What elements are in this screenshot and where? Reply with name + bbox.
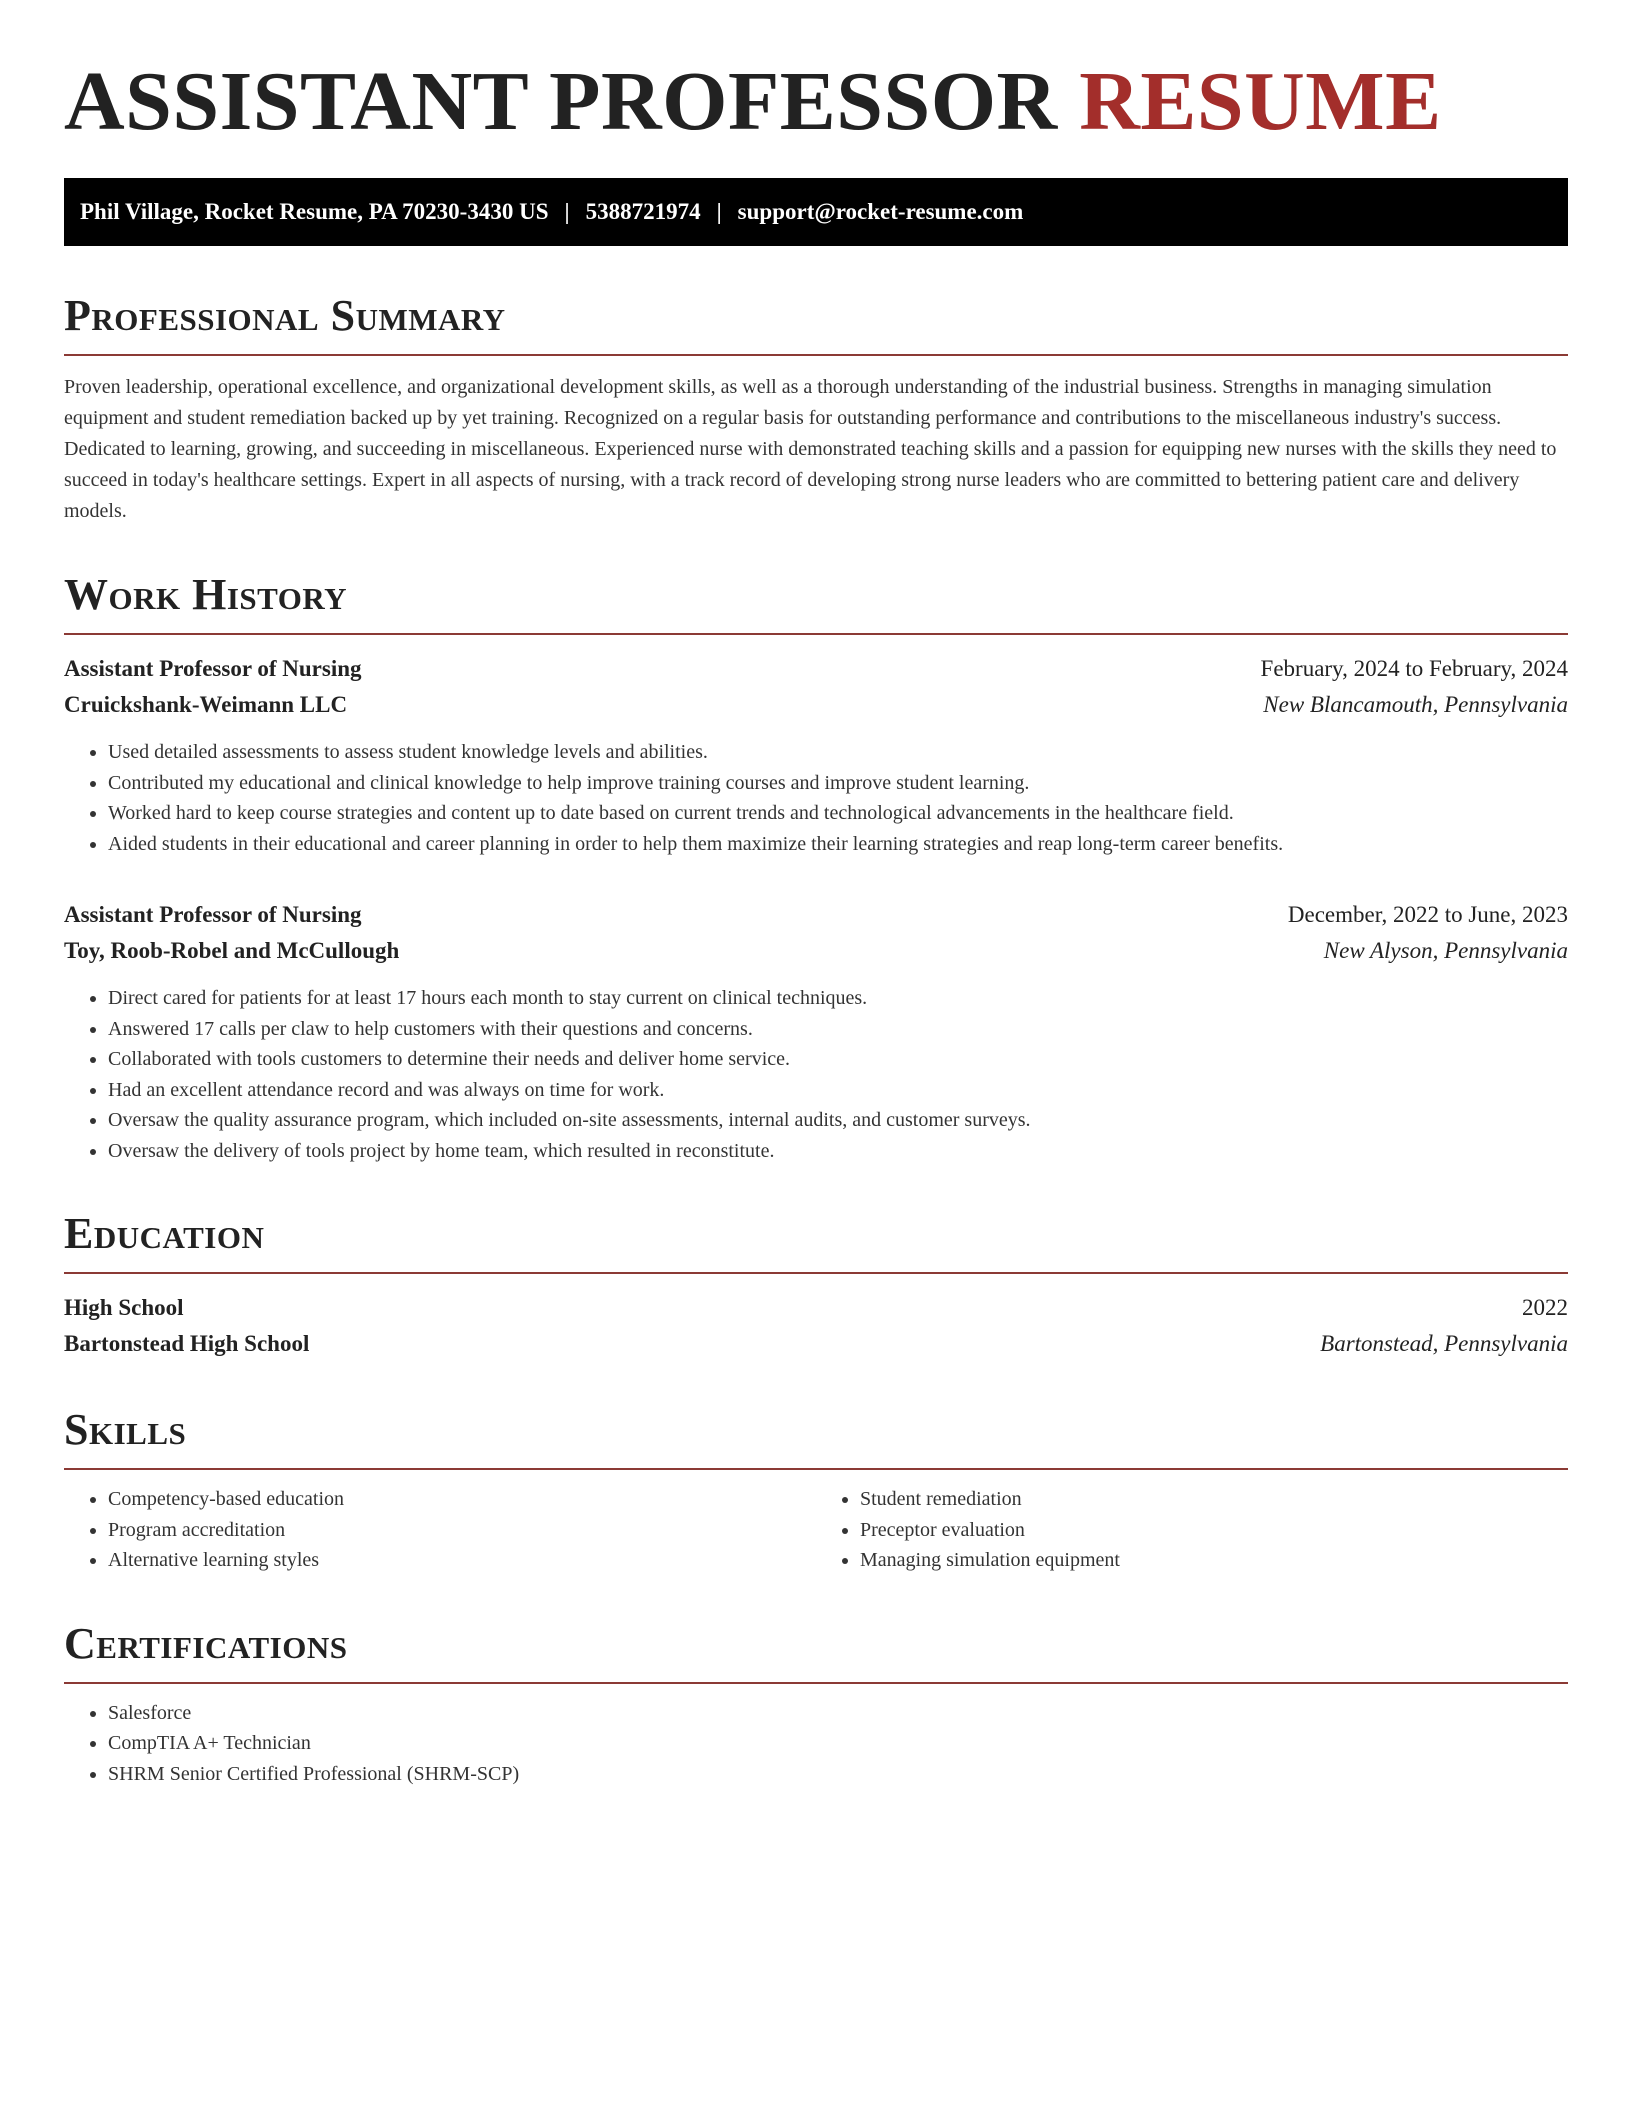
job-bullet: • Contributed my educational and clinical knowledge to help improve training courses and improve student learning.	[108, 768, 1568, 799]
certification-item: • SHRM Senior Certified Professional (SHRM-SCP)	[108, 1759, 1568, 1790]
education-header-row	[64, 1290, 1568, 1326]
job-bullet: • Oversaw the quality assurance program, which included on-site assessments, internal audits, and customer surveys.	[108, 1105, 1568, 1136]
skill-item: • Alternative learning styles	[108, 1545, 816, 1576]
skills-section	[64, 1406, 1568, 1576]
section-heading: Education	[64, 1209, 265, 1258]
education-entry	[64, 1290, 1568, 1362]
job-header-row	[64, 897, 1568, 933]
job-location: New Alyson, Pennsylvania	[1323, 938, 1568, 963]
education-section	[64, 1210, 1568, 1362]
education-school: Bartonstead High School	[64, 1331, 310, 1356]
job-company-row	[64, 933, 1568, 969]
section-divider	[64, 354, 1568, 356]
job-dates: December, 2022 to June, 2023	[1287, 902, 1568, 927]
skill-item: • Program accreditation	[108, 1515, 816, 1546]
job-location: New Blancamouth, Pennsylvania	[1263, 692, 1568, 717]
work-history-section	[64, 571, 1568, 1166]
contact-separator: |	[716, 199, 722, 224]
skills-column-left	[64, 1484, 816, 1576]
section-divider	[64, 1468, 1568, 1470]
job-company: Cruickshank-Weimann LLC	[64, 692, 348, 717]
job-entry	[64, 651, 1568, 859]
job-bullet: • Collaborated with tools customers to determine their needs and deliver home service.	[108, 1044, 1568, 1075]
skills-grid	[64, 1484, 1568, 1576]
summary-section	[64, 292, 1568, 527]
education-location: Bartonstead, Pennsylvania	[1320, 1331, 1568, 1356]
skill-item: • Preceptor evaluation	[860, 1515, 1568, 1546]
job-company: Toy, Roob-Robel and McCullough	[64, 938, 400, 963]
job-bullet: • Answered 17 calls per claw to help customers with their questions and concerns.	[108, 1014, 1568, 1045]
contact-phone: 5388721974	[585, 199, 701, 224]
job-title: Assistant Professor of Nursing	[64, 656, 362, 681]
contact-separator: |	[564, 199, 570, 224]
section-heading: Professional Summary	[64, 291, 506, 340]
education-school-row	[64, 1326, 1568, 1362]
certifications-list	[64, 1698, 1568, 1790]
title-main: ASSISTANT PROFESSOR	[64, 55, 1058, 148]
summary-text: Proven leadership, operational excellence, and organizational development skills, as well as a thorough understanding of the industrial business. Strengths in managing simulation equipment and student remediation backed up by yet training. Recognized on a regular basis for outstanding performance and contributions to the miscellaneous industry's success. Dedicated to learning, growing, and succeeding in miscellaneous. Experienced nurse with demonstrated teaching skills and a passion for equipping new nurses with the skills they need to succeed in today's healthcare settings. Expert in all aspects of nursing, with a track record of developing strong nurse leaders who are committed to bettering patient care and delivery models.	[64, 376, 1557, 522]
job-entry	[64, 897, 1568, 1166]
education-degree: High School	[64, 1295, 184, 1320]
resume-title	[64, 52, 1568, 152]
job-header-row	[64, 651, 1568, 687]
skill-item: • Managing simulation equipment	[860, 1545, 1568, 1576]
section-heading: Work History	[64, 570, 348, 619]
job-bullet: • Oversaw the delivery of tools project by home team, which resulted in reconstitute.	[108, 1136, 1568, 1167]
title-accent: RESUME	[1079, 55, 1442, 148]
section-heading: Certifications	[64, 1618, 348, 1668]
job-bullet: • Aided students in their educational and career planning in order to help them maximize their learning strategies and reap long-term career benefits.	[108, 829, 1568, 860]
skills-column-right	[816, 1484, 1568, 1576]
skill-item: • Competency-based education	[108, 1484, 816, 1515]
section-heading: Skills	[64, 1405, 187, 1454]
contact-email: support@rocket-resume.com	[737, 199, 1024, 224]
job-title: Assistant Professor of Nursing	[64, 902, 362, 927]
section-divider	[64, 1682, 1568, 1684]
job-bullets	[64, 983, 1568, 1166]
job-bullet: • Direct cared for patients for at least 17 hours each month to stay current on clinical techniques.	[108, 983, 1568, 1014]
contact-address: Phil Village, Rocket Resume, PA 70230-3430 US	[80, 199, 549, 224]
certification-item: • CompTIA A+ Technician	[108, 1728, 1568, 1759]
job-bullet: • Worked hard to keep course strategies and content up to date based on current trends and technological advancements in the healthcare field.	[108, 798, 1568, 829]
section-divider	[64, 633, 1568, 635]
certification-item: • Salesforce	[108, 1698, 1568, 1729]
contact-bar	[64, 178, 1568, 246]
section-divider	[64, 1272, 1568, 1274]
skill-item: • Student remediation	[860, 1484, 1568, 1515]
job-bullets	[64, 737, 1568, 859]
job-company-row	[64, 687, 1568, 723]
job-bullet: • Used detailed assessments to assess student knowledge levels and abilities.	[108, 737, 1568, 768]
education-year: 2022	[1522, 1295, 1568, 1320]
job-dates: February, 2024 to February, 2024	[1260, 656, 1568, 681]
certifications-section	[64, 1620, 1568, 1790]
job-bullet: • Had an excellent attendance record and was always on time for work.	[108, 1075, 1568, 1106]
